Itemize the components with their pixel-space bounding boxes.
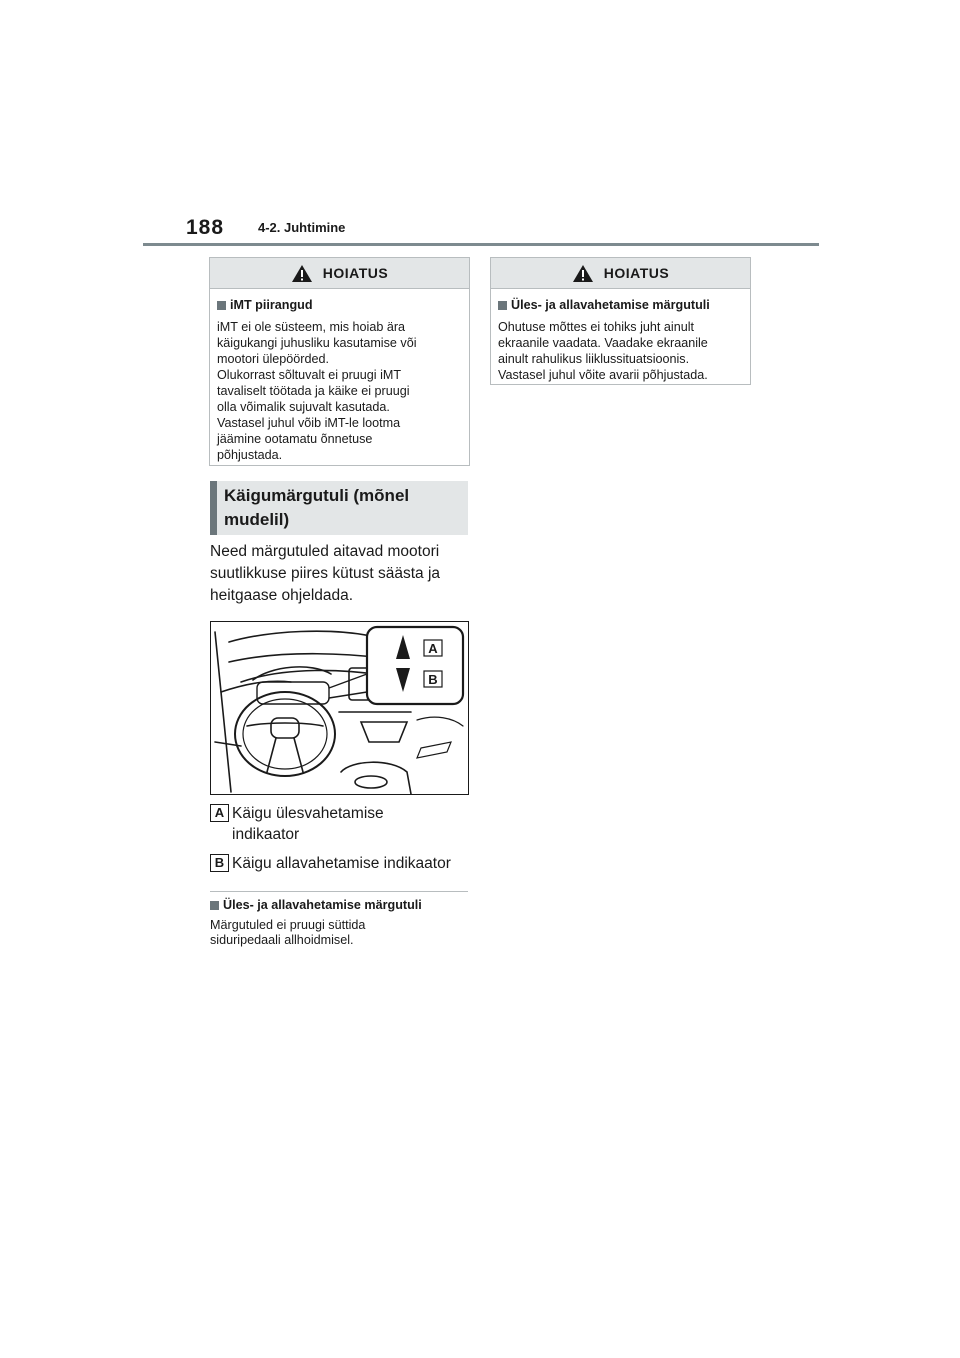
- warning-box-shift-indicator: [490, 257, 751, 385]
- legend-item-a: [210, 803, 470, 845]
- figure-label-a: A: [428, 641, 438, 656]
- intro-paragraph: Need märgutuled aitavad mootori suutlikkuse piires kütust säästa ja heitgaase ohjeldada.: [210, 543, 441, 604]
- legend-label-b: B: [210, 854, 229, 872]
- warning-header: [491, 258, 750, 289]
- note-body: Märgutuled ei pruugi süttida siduripedaali allhoidmisel.: [210, 918, 366, 947]
- warning-body: [491, 289, 750, 391]
- legend-label-a: A: [210, 804, 229, 822]
- header-rule: [143, 243, 819, 246]
- heading-accent-bar: [210, 481, 217, 535]
- legend-text-b: Käigu allavahetamise indikaator: [232, 855, 451, 872]
- section-heading-text: Käigumärgutuli (mõnel mudelil): [224, 486, 410, 529]
- square-bullet-icon: [210, 901, 219, 910]
- legend-text-a: Käigu ülesvahetamise indikaator: [232, 805, 384, 843]
- warning-subtitle: [498, 297, 742, 313]
- warning-subtitle-text: Üles- ja allavahetamise märgutuli: [511, 298, 710, 312]
- warning-box-imt: [209, 257, 470, 466]
- page-number: 188: [186, 216, 225, 239]
- warning-header: [210, 258, 469, 289]
- warning-title: HOIATUS: [603, 265, 670, 281]
- square-bullet-icon: [217, 301, 226, 310]
- figure-label-b: B: [428, 672, 438, 687]
- warning-triangle-icon: [572, 264, 594, 283]
- note-title: [210, 898, 422, 912]
- warning-text: iMT ei ole süsteem, mis hoiab ära käigukangi juhusliku kasutamise või mootori ülepöörded. Olukorrast sõltuvalt ei pruugi iMT tavaliselt töötada ja käike ei pruugi olla võimalik sujuvalt kasutada. Vastasel juhul võib iMT-le lootma jäämine ootamatu õnnetuse põhjustada.: [217, 320, 417, 462]
- section-title: 4-2. Juhtimine: [258, 220, 346, 235]
- note-title-text: Üles- ja allavahetamise märgutuli: [223, 898, 422, 912]
- warning-text: Ohutuse mõttes ei tohiks juht ainult ekraanile vaadata. Vaadake ekraanile ainult rahulikus liiklussituatsioonis. Vastasel juhul võite avarii põhjustada.: [498, 320, 708, 382]
- square-bullet-icon: [498, 301, 507, 310]
- warning-subtitle-text: iMT piirangud: [230, 298, 313, 312]
- warning-triangle-icon: [291, 264, 313, 283]
- warning-body: [210, 289, 469, 471]
- legend-item-b: [210, 853, 470, 874]
- note-divider: [210, 891, 468, 892]
- section-heading: [210, 481, 468, 535]
- dashboard-drawing: [211, 622, 468, 794]
- warning-title: HOIATUS: [322, 265, 389, 281]
- warning-subtitle: [217, 297, 461, 313]
- dashboard-illustration: [210, 621, 469, 795]
